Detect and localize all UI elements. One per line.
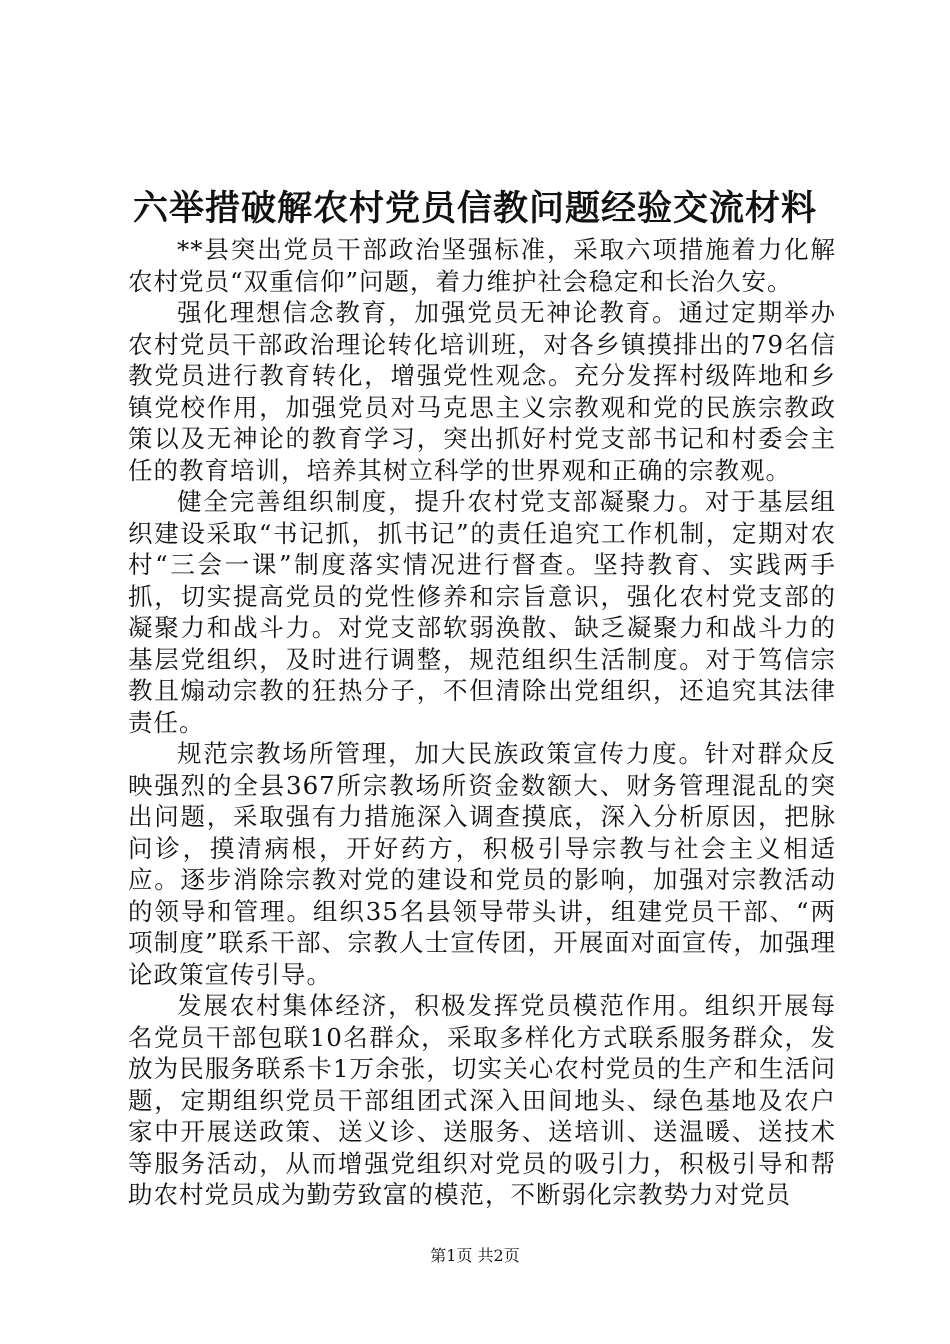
page-total: 共2页 (477, 1246, 520, 1265)
page-number: 第1页 (430, 1246, 473, 1265)
document-body (128, 234, 836, 1211)
paragraph-organization-system: 健全完善组织制度，提升农村党支部凝聚力。对于基层组织建设采取“书记抓，抓书记”的责任追究工作机制，定期对农村“三会一课”制度落实情况进行督查。坚持教育、实践两手抓，切实提高党员的党性修养和宗旨意识，强化农村党支部的凝聚力和战斗力。对党支部软弱涣散、缺乏凝聚力和战斗力的基层党组织，及时进行调整，规范组织生活制度。对于笃信宗教且煽动宗教的狂热分子，不但清除出党组织，还追究其法律责任。 (128, 487, 836, 737)
document-title: 六举措破解农村党员信教问题经验交流材料 (132, 188, 817, 229)
paragraph-ideals-education: 强化理想信念教育，加强党员无神论教育。通过定期举办农村党员干部政治理论转化培训班，对各乡镇摸排出的79名信教党员进行教育转化，增强党性观念。充分发挥村级阵地和乡镇党校作用，加强党员对马克思主义宗教观和党的民族宗教政策以及无神论的教育学习，突出抓好村党支部书记和村委会主任的教育培训，培养其树立科学的世界观和正确的宗教观。 (128, 298, 836, 485)
paragraph-intro: **县突出党员干部政治坚强标准，采取六项措施着力化解农村党员“双重信仰”问题，着力维护社会稳定和长治久安。 (128, 235, 836, 296)
paragraph-religious-venues: 规范宗教场所管理，加大民族政策宣传力度。针对群众反映强烈的全县367所宗教场所资金数额大、财务管理混乱的突出问题，采取强有力措施深入调查摸底，深入分析原因，把脉问诊，摸清病根，开好药方，积极引导宗教与社会主义相适应。逐步消除宗教对党的建设和党员的影响，加强对宗教活动的领导和管理。组织35名县领导带头讲，组建党员干部、“两项制度”联系干部、宗教人士宣传团，开展面对面宣传，加强理论政策宣传引导。 (128, 739, 836, 989)
paragraph-collective-economy: 发展农村集体经济，积极发挥党员模范作用。组织开展每名党员干部包联10名群众，采取多样化方式联系服务群众，发放为民服务联系卡1万余张，切实关心农村党员的生产和生活问题，定期组织党员干部组团式深入田间地头、绿色基地及农户家中开展送政策、送义诊、送服务、送培训、送温暖、送技术等服务活动，从而增强党组织对党员的吸引力，积极引导和帮助农村党员成为勤劳致富的模范，不断弱化宗教势力对党员 (128, 991, 836, 1209)
page-footer (0, 1246, 950, 1266)
